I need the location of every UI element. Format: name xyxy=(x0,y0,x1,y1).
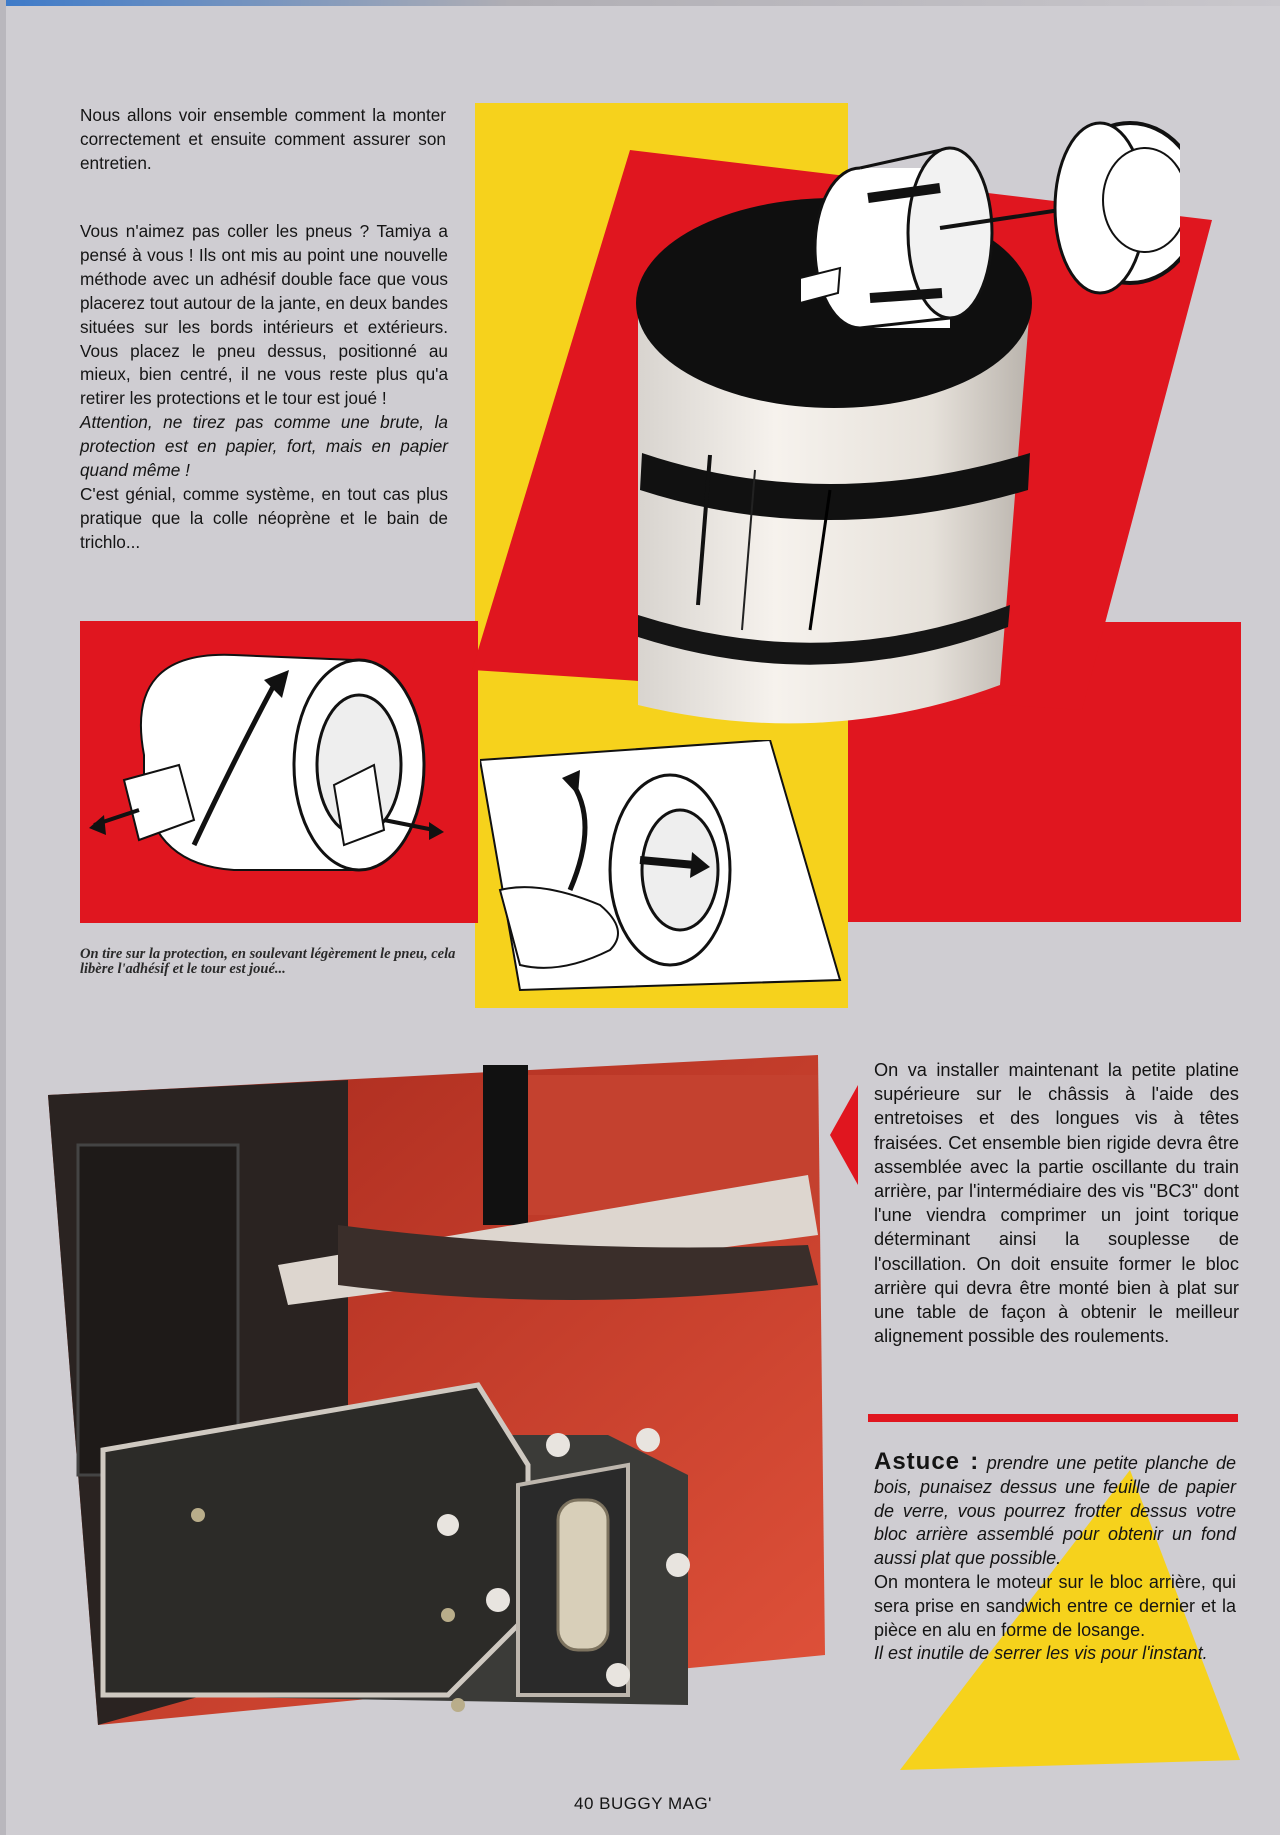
page-folio: 40 BUGGY MAG' xyxy=(574,1794,712,1813)
tire-method-paragraph xyxy=(80,220,448,555)
red-arrow-marker xyxy=(830,1085,858,1185)
conclusion-text: C'est génial, comme système, en tout cas plus pratique que la colle néoprène et le bain de trichlo... xyxy=(80,483,448,552)
page-left-edge xyxy=(0,0,6,1835)
assembly-paragraph: On va installer maintenant la petite platine supérieure sur le châssis à l'aide des entretoises et des longues vis à têtes fraisées. Cet ensemble bien rigide devra être assemblée avec la partie oscillante du train arrière, par l'intermédiaire des vis "BC3" dont l'une viendra comprimer un joint torique déterminant ainsi la souplesse de l'oscillation. On doit ensuite former le bloc arrière qui devra être monté bien à plat sur une table de façon à obtenir le meilleur alignement possible des roulements. xyxy=(874,1060,1239,1347)
red-divider xyxy=(868,1414,1238,1422)
tip-heading: Astuce : xyxy=(874,1448,980,1475)
intro-paragraph: Nous allons voir ensemble comment la monter correctement et ensuite comment assurer son entretien. xyxy=(80,105,446,173)
tire-peeling-drawing xyxy=(84,640,474,890)
tip-end-text: Il est inutile de serrer les vis pour l'instant. xyxy=(874,1643,1208,1664)
tire-method-text: Vous n'aimez pas coller les pneus ? Tamiya a pensé à vous ! Ils ont mis au point une nouvelle méthode avec un adhésif double face que vous placerez tout autour de la jante, en deux bandes situées sur les bords intérieurs et extérieurs. Vous placez le pneu dessus, positionné au mieux, bien centré, il ne vous reste plus qu'a retirer les protections et le tour est joué ! xyxy=(80,221,448,409)
tip-italic-text: prendre une petite planche de bois, punaisez dessus une feuille de papier de verre, vous pourrez frotter dessus votre bloc arrière assemblé pour obtenir un fond aussi plat que possible. xyxy=(874,1453,1237,1569)
chassis-photo xyxy=(48,1055,825,1725)
tip-body-text: On montera le moteur sur le bloc arrière, qui sera prise en sandwich entre ce dernier et la pièce en alu en forme de losange. xyxy=(874,1571,1236,1640)
page-top-edge xyxy=(0,0,1280,6)
warning-italic-text: Attention, ne tirez pas comme une brute, la protection est en papier, fort, mais en papier quand même ! xyxy=(80,412,448,481)
image-caption: On tire sur la protection, en soulevant légèrement le pneu, cela libère l'adhésif et le tour est joué... xyxy=(80,946,456,977)
tip-section xyxy=(874,1450,1236,1666)
hands-pulling-drawing xyxy=(480,740,850,1000)
tire-and-wheel-drawing xyxy=(800,108,1180,358)
